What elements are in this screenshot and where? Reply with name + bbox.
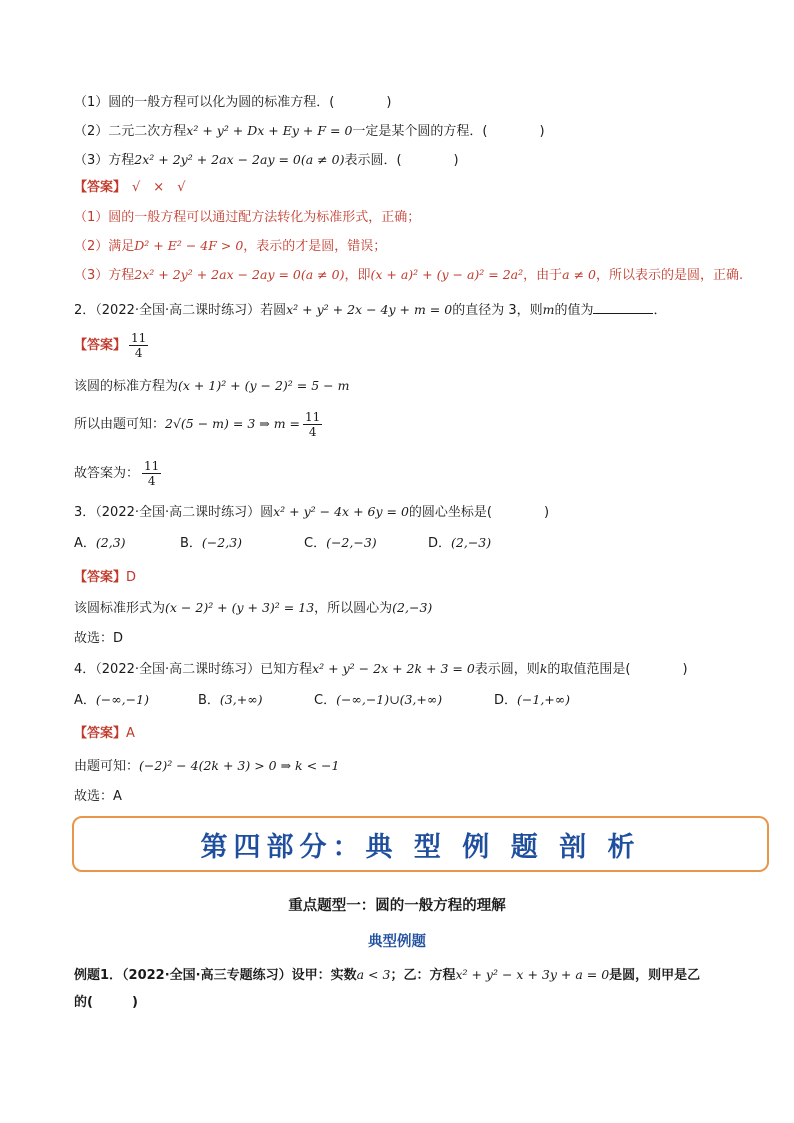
fraction: $\frac{11}{4}$ bbox=[305, 410, 321, 439]
answer-letter: A bbox=[126, 726, 135, 741]
q1-explanation-2: （2）满足D² + E² − 4F > 0，表示的才是圆，错误； bbox=[74, 238, 387, 254]
q1-statement-1: （1）圆的一般方程可以化为圆的标准方程．( ) bbox=[74, 95, 392, 110]
answer-marks: √ × √ bbox=[132, 180, 186, 195]
fraction: $\frac{11}{4}$ bbox=[144, 459, 160, 488]
q1-explanation-3: （3）方程2x² + 2y² + 2ax − 2ay = 0(a ≠ 0)，即(x + a)² + (y − a)² = 2a²，由于a ≠ 0，所以表示的是圆，正确. bbox=[74, 267, 744, 283]
answer-tag: 【答案】 bbox=[74, 570, 127, 585]
option-d: D．(−1,+∞) bbox=[494, 692, 571, 708]
q3-line-1: 该圆标准形式为(x − 2)² + (y + 3)² = 13，所以圆心为(2,−3) bbox=[74, 600, 433, 616]
q2-stem: 2．（2022·全国·高二课时练习）若圆x² + y² + 2x − 4y + m = 0的直径为 3，则m的值为 ． bbox=[74, 302, 667, 318]
example-1-line-2: 的( ) bbox=[74, 995, 138, 1010]
q1-statement-3: （3）方程2x² + 2y² + 2ax − 2ay = 0(a ≠ 0)表示圆．( ) bbox=[74, 152, 459, 168]
q2-line-2: 所以由题可知：2√(5 − m) = 3 ⇒ m = $\frac{11}{4}$ bbox=[74, 410, 321, 439]
option-b: B．(3,+∞) bbox=[198, 692, 263, 708]
example-1-line-1: 例题1．（2022·全国·高三专题练习）设甲：实数a < 3；乙：方程x² + y² − x + 3y + a = 0是圆，则甲是乙 bbox=[74, 967, 701, 983]
option-c: C．(−∞,−1)∪(3,+∞) bbox=[314, 692, 443, 708]
q3-options bbox=[74, 534, 491, 553]
section-title: 第四部分：典 型 例 题 剖 析 bbox=[200, 831, 641, 863]
option-a: A．(2,3) bbox=[74, 535, 126, 551]
section-banner bbox=[72, 816, 769, 872]
q1-statement-2: （2）二元二次方程x² + y² + Dx + Ey + F = 0一定是某个圆的方程．( ) bbox=[74, 123, 545, 139]
math-expression: 2x² + 2y² + 2ax − 2ay = 0(a ≠ 0) bbox=[134, 152, 345, 167]
answer-letter: D bbox=[126, 570, 137, 585]
q2-line-3: 故答案为： $\frac{11}{4}$ bbox=[74, 459, 160, 488]
answer-tag: 【答案】 bbox=[74, 338, 127, 353]
q4-answer bbox=[74, 725, 135, 743]
q4-options bbox=[74, 691, 570, 710]
q3-stem: 3．（2022·全国·高二课时练习）圆x² + y² − 4x + 6y = 0的圆心坐标是( ) bbox=[74, 504, 550, 520]
examples-label: 典型例题 bbox=[368, 934, 426, 950]
q3-answer bbox=[74, 569, 136, 587]
option-c: C．(−2,−3) bbox=[304, 535, 377, 551]
q3-line-2: 故选：D bbox=[74, 631, 124, 646]
q1-explanation-1: （1）圆的一般方程可以通过配方法转化为标准形式，正确； bbox=[74, 210, 421, 225]
option-a: A．(−∞,−1) bbox=[74, 692, 149, 708]
option-d: D．(2,−3) bbox=[428, 535, 492, 551]
q4-line-1: 由题可知：(−2)² − 4(2k + 3) > 0 ⇒ k < −1 bbox=[74, 758, 340, 774]
q4-stem: 4．（2022·全国·高二课时练习）已知方程x² + y² − 2x + 2k + 3 = 0表示圆，则k的取值范围是( ) bbox=[74, 661, 688, 677]
q2-line-1: 该圆的标准方程为(x + 1)² + (y − 2)² = 5 − m bbox=[74, 378, 350, 394]
q1-answer bbox=[74, 179, 185, 197]
answer-blank bbox=[593, 301, 653, 314]
math-expression: x² + y² + Dx + Ey + F = 0 bbox=[186, 123, 353, 138]
subheading: 重点题型一：圆的一般方程的理解 bbox=[288, 898, 506, 914]
fraction: $\frac{11}{4}$ bbox=[131, 331, 147, 360]
q4-line-2: 故选：A bbox=[74, 789, 122, 804]
answer-tag: 【答案】 bbox=[74, 726, 127, 741]
q2-answer bbox=[74, 330, 151, 362]
option-b: B．(−2,3) bbox=[180, 535, 243, 551]
answer-tag: 【答案】 bbox=[74, 180, 127, 195]
